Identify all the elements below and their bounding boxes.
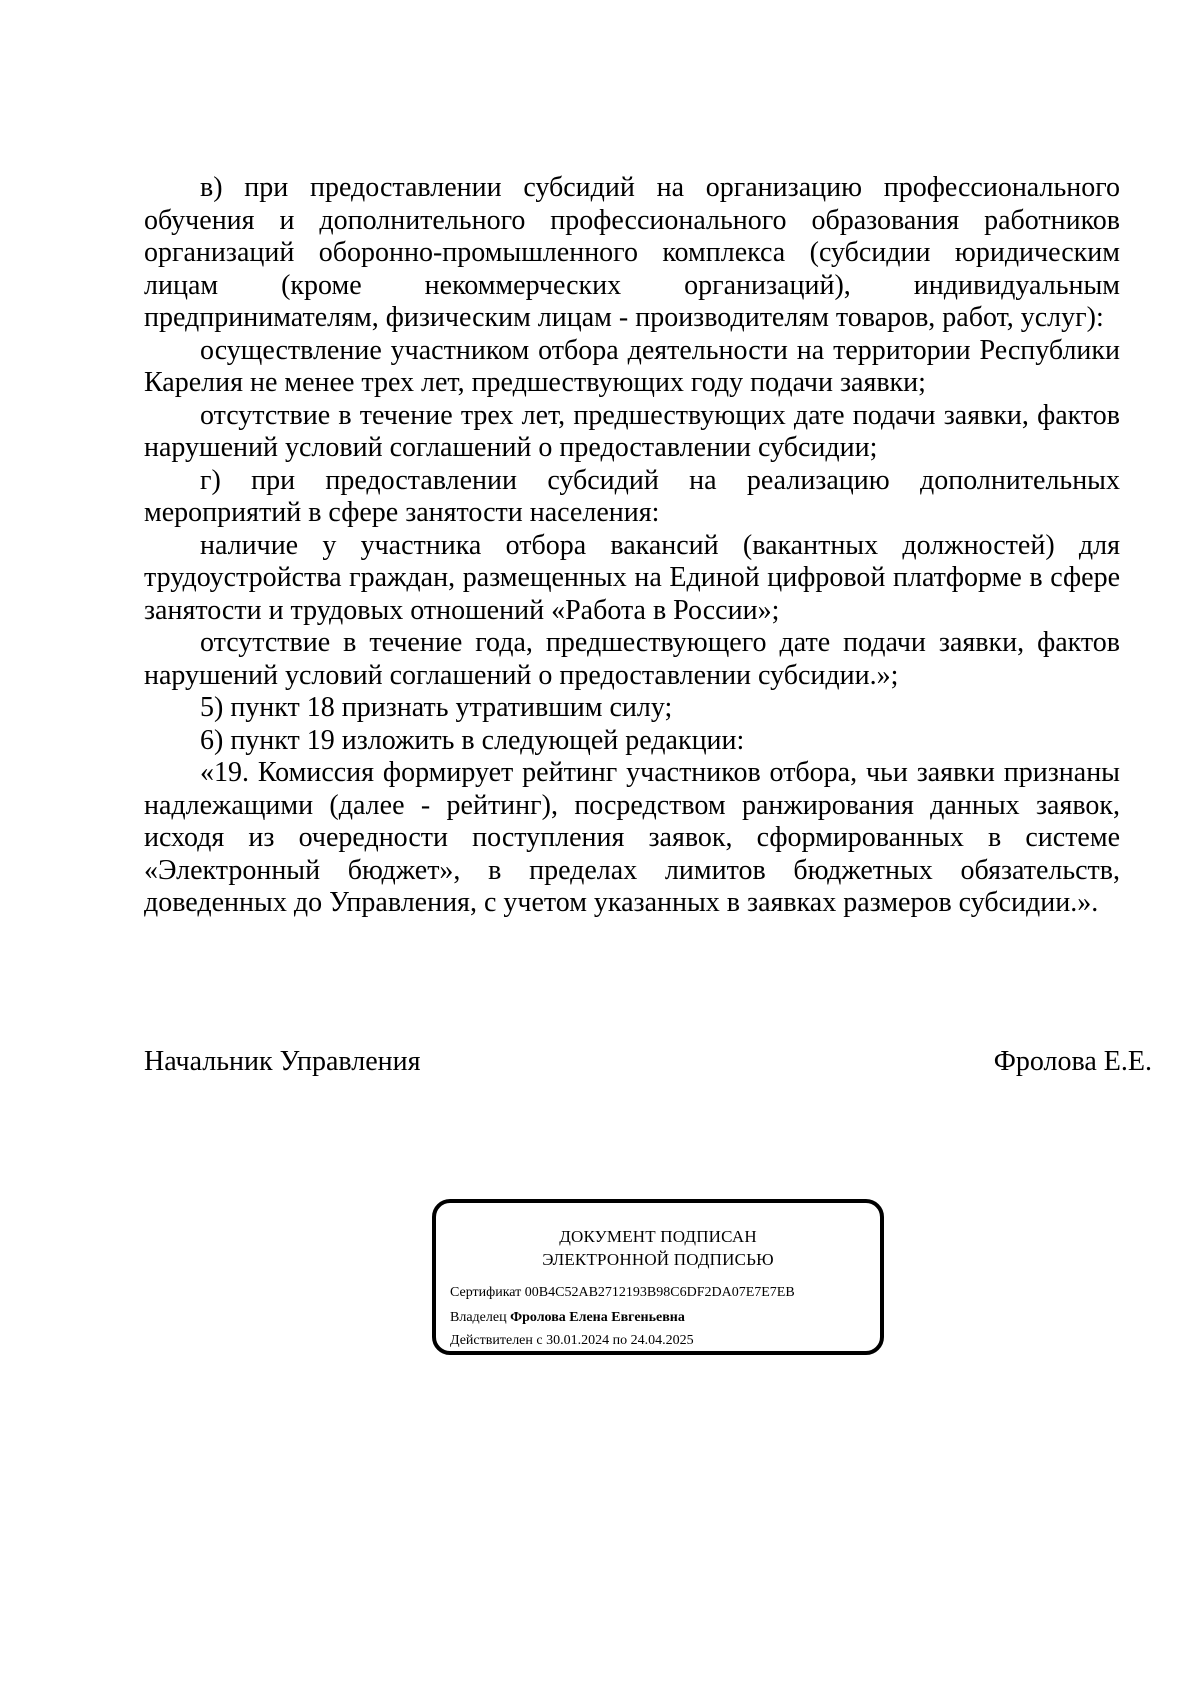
paragraph-activity-karelia: осуществление участником отбора деятельности на территории Республики Карелия не менее трех лет, предшествующих году подачи заявки; [144, 334, 1120, 398]
paragraph-vacancies: наличие у участника отбора вакансий (вакантных должностей) для трудоустройства граждан, размещенных на Единой цифровой платформе в сфере занятости и трудовых отношений «Работа в России»; [144, 529, 1120, 626]
owner-label: Владелец [450, 1310, 507, 1325]
stamp-certificate [450, 1284, 795, 1302]
paragraph-no-violations-three-years: отсутствие в течение трех лет, предшествующих дате подачи заявки, фактов нарушений условий соглашений о предоставлении субсидии; [144, 399, 1120, 463]
paragraph-item-5: 5) пункт 18 признать утратившим силу; [200, 692, 673, 723]
valid-to: 24.04.2025 [630, 1333, 694, 1348]
valid-label: Действителен с [450, 1333, 543, 1348]
document-body [144, 172, 1120, 920]
signature-row [144, 1046, 1152, 1078]
signatory-name: Фролова Е.Е. [993, 1046, 1152, 1077]
paragraph-item-6: 6) пункт 19 изложить в следующей редакции: [200, 724, 745, 756]
stamp-title-line1: ДОКУМЕНТ ПОДПИСАН [559, 1227, 757, 1246]
paragraph-g-subsidies-employment: г) при предоставлении субсидий на реализацию дополнительных мероприятий в сфере занятости населения: [144, 464, 1120, 528]
paragraph-v-subsidies-training: в) при предоставлении субсидий на организацию профессионального обучения и дополнительного профессионального образования работников организаций оборонно-промышленного комплекса (субсидии юридическим лицам (кроме некоммерческих организаций), индивидуальным предпринимателям, физическим лицам - производителям товаров, работ, услуг): [144, 172, 1120, 333]
certificate-value: 00B4C52AB2712193B98C6DF2DA07E7E7EB [524, 1285, 795, 1300]
certificate-label: Сертификат [450, 1285, 522, 1300]
stamp-title-line2: ЭЛЕКТРОННОЙ ПОДПИСЬЮ [542, 1250, 774, 1269]
stamp-validity [450, 1332, 694, 1350]
paragraph-no-violations-year: отсутствие в течение года, предшествующего дате подачи заявки, фактов нарушений условий соглашений о предоставлении субсидии.»; [144, 627, 1120, 691]
stamp-title [436, 1225, 880, 1271]
signatory-position: Начальник Управления [144, 1046, 421, 1077]
electronic-signature-stamp [432, 1199, 884, 1355]
paragraph-item-19: «19. Комиссия формирует рейтинг участников отбора, чьи заявки признаны надлежащими (далее - рейтинг), посредством ранжирования данных заявок, исходя из очередности поступления заявок, сформированных в системе «Электронный бюджет», в пределах лимитов бюджетных обязательств, доведенных до Управления, с учетом указанных в заявках размеров субсидии.». [144, 757, 1120, 918]
stamp-owner [450, 1309, 685, 1327]
owner-value: Фролова Елена Евгеньевна [510, 1310, 685, 1325]
valid-to-label: по [612, 1333, 628, 1348]
valid-from: 30.01.2024 [546, 1333, 610, 1348]
